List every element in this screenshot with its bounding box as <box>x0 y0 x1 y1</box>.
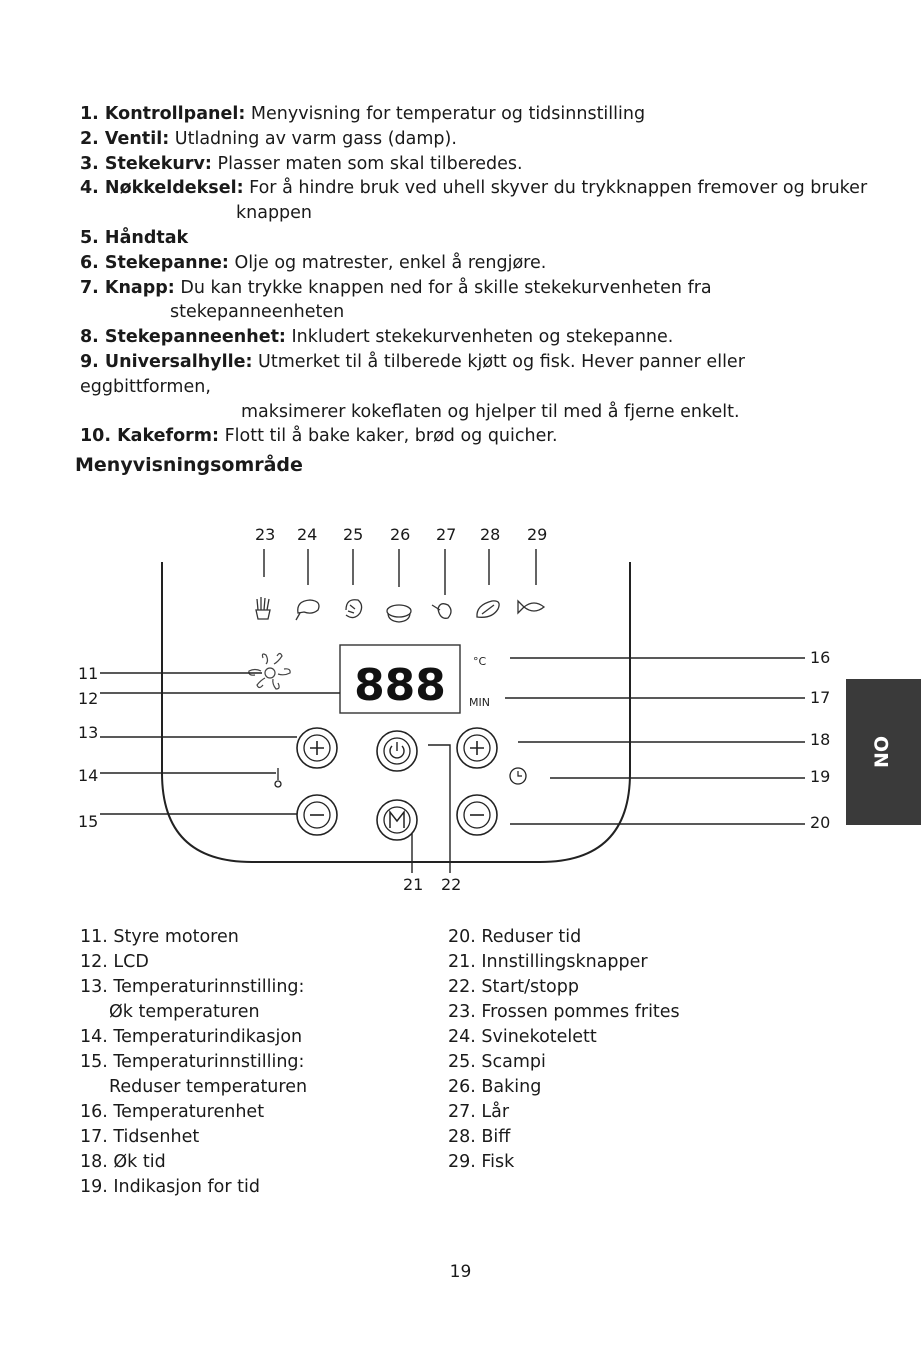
part-label: 3. Stekekurv: <box>80 153 212 174</box>
legend-item-continued: Reduser temperaturen <box>109 1077 308 1097</box>
legend-item <box>80 1025 410 1050</box>
fries-icon <box>256 597 270 619</box>
callout-25: 25 <box>343 525 364 544</box>
callout-18: 18 <box>810 730 831 749</box>
part-item <box>80 176 870 226</box>
callout-19: 19 <box>810 767 831 786</box>
baking-icon <box>387 605 411 622</box>
legend-item-text: 14. Temperaturindikasjon <box>80 1027 303 1047</box>
part-item <box>80 424 870 449</box>
lcd-digits: 888 <box>354 660 446 711</box>
part-item <box>80 276 870 326</box>
legend-item: 20. Reduser tid <box>448 927 582 947</box>
legend-item <box>80 975 410 1025</box>
part-item <box>80 102 870 127</box>
pork-chop-icon <box>296 600 319 620</box>
part-item <box>80 127 870 152</box>
callout-11: 11 <box>78 664 99 683</box>
part-text: For å hindre bruk ved uhell skyver du trykknappen fremover og bruker <box>249 178 868 199</box>
time-unit: MIN <box>469 696 490 709</box>
legend-item-text: 15. Temperaturinnstilling: <box>80 1052 305 1072</box>
legend-item-text: 17. Tidsenhet <box>80 1127 200 1147</box>
temperature-increase-button[interactable] <box>297 728 337 768</box>
drumstick-icon <box>432 604 451 619</box>
part-text-continued: knappen <box>236 203 313 224</box>
part-item <box>80 251 870 276</box>
legend-item-continued: Øk temperaturen <box>109 1002 260 1022</box>
legend-item: 26. Baking <box>448 1077 542 1097</box>
fish-icon <box>518 601 544 613</box>
parts-list <box>80 102 870 449</box>
legend-item-text: 19. Indikasjon for tid <box>80 1177 260 1197</box>
legend-item <box>80 1125 410 1150</box>
legend-item-text: 18. Øk tid <box>80 1152 166 1172</box>
callout-24: 24 <box>297 525 318 544</box>
callout-29: 29 <box>527 525 548 544</box>
legend-item-text: 12. LCD <box>80 952 149 972</box>
legend-item <box>80 1175 410 1200</box>
callout-17: 17 <box>810 688 831 707</box>
part-label: 10. Kakeform: <box>80 426 220 447</box>
legend-item: 28. Biff <box>448 1127 511 1147</box>
callout-27: 27 <box>436 525 457 544</box>
legend-item-text: 13. Temperaturinnstilling: <box>80 977 305 997</box>
part-label: 7. Knapp: <box>80 277 175 298</box>
temperature-unit: °C <box>473 655 487 668</box>
legend-item <box>80 925 410 950</box>
part-text: Inkludert stekekurvenheten og stekepanne. <box>291 327 674 348</box>
legend-item <box>80 1150 410 1175</box>
legend-item-text: 16. Temperaturenhet <box>80 1102 265 1122</box>
part-text: Flott til å bake kaker, brød og quicher. <box>224 426 558 447</box>
language-tab <box>846 679 921 825</box>
part-item <box>80 350 870 424</box>
legend-item: 22. Start/stopp <box>448 977 579 997</box>
temperature-decrease-button[interactable] <box>297 795 337 835</box>
part-label: 5. Håndtak <box>80 227 189 248</box>
part-item <box>80 325 870 350</box>
part-label: 6. Stekepanne: <box>80 252 229 273</box>
legend-item: 24. Svinekotelett <box>448 1027 597 1047</box>
callout-28: 28 <box>480 525 501 544</box>
page-number: 19 <box>449 1262 472 1282</box>
legend-item: 23. Frossen pommes frites <box>448 1002 680 1022</box>
scampi-icon <box>346 600 362 618</box>
callout-20: 20 <box>810 813 831 832</box>
callout-13: 13 <box>78 723 99 742</box>
part-label: 9. Universalhylle: <box>80 351 253 372</box>
legend-item <box>80 1100 410 1125</box>
callout-21: 21 <box>403 875 424 894</box>
power-button[interactable] <box>377 731 417 771</box>
legend-item <box>80 950 410 975</box>
callout-12: 12 <box>78 689 99 708</box>
legend-item: 27. Lår <box>448 1102 510 1122</box>
part-label: 2. Ventil: <box>80 128 170 149</box>
leader-line-22 <box>428 745 450 873</box>
callout-23: 23 <box>255 525 276 544</box>
part-label: 1. Kontrollpanel: <box>80 104 246 124</box>
thermometer-icon <box>275 768 281 787</box>
part-item <box>80 226 870 251</box>
legend-item: 29. Fisk <box>448 1152 515 1172</box>
part-text: Utladning av varm gass (damp). <box>174 128 457 149</box>
language-tab-label: NO <box>871 735 893 769</box>
clock-icon <box>510 768 526 784</box>
fan-icon <box>249 654 290 690</box>
control-panel-diagram <box>0 515 846 905</box>
part-text-continued: stekepanneenheten <box>170 302 345 323</box>
callout-26: 26 <box>390 525 411 544</box>
time-increase-button[interactable] <box>457 728 497 768</box>
part-label: 8. Stekepanneenhet: <box>80 327 286 348</box>
callout-14: 14 <box>78 766 99 785</box>
legend-item: 25. Scampi <box>448 1052 546 1072</box>
part-label: 4. Nøkkeldeksel: <box>80 178 244 199</box>
legend-right-column <box>448 925 828 1175</box>
legend-item: 21. Innstillingsknapper <box>448 952 648 972</box>
legend-item <box>80 1050 410 1100</box>
control-panel-svg <box>0 515 846 905</box>
section-heading: Menyvisningsområde <box>75 454 303 476</box>
legend-item-text: 11. Styre motoren <box>80 927 239 947</box>
part-text-continued: maksimerer kokeflaten og hjelper til med å fjerne enkelt. <box>241 401 740 422</box>
callout-16: 16 <box>810 648 831 667</box>
part-text: Du kan trykke knappen ned for å skille stekekurvenheten fra <box>180 277 712 298</box>
part-text: Olje og matrester, enkel å rengjøre. <box>234 252 547 273</box>
menu-button[interactable] <box>377 800 417 840</box>
steak-icon <box>477 601 499 617</box>
callout-22: 22 <box>441 875 462 894</box>
callout-15: 15 <box>78 812 99 831</box>
part-item <box>80 152 870 177</box>
part-text: Menyvisning for temperatur og tidsinnstilling <box>250 104 646 124</box>
legend-left-column <box>80 925 410 1200</box>
part-text: Utmerket til å tilberede kjøtt og fisk. Hever panner eller eggbittformen, <box>80 351 745 397</box>
time-decrease-button[interactable] <box>457 795 497 835</box>
panel-outline <box>162 562 630 862</box>
part-text: Plasser maten som skal tilberedes. <box>217 153 523 174</box>
